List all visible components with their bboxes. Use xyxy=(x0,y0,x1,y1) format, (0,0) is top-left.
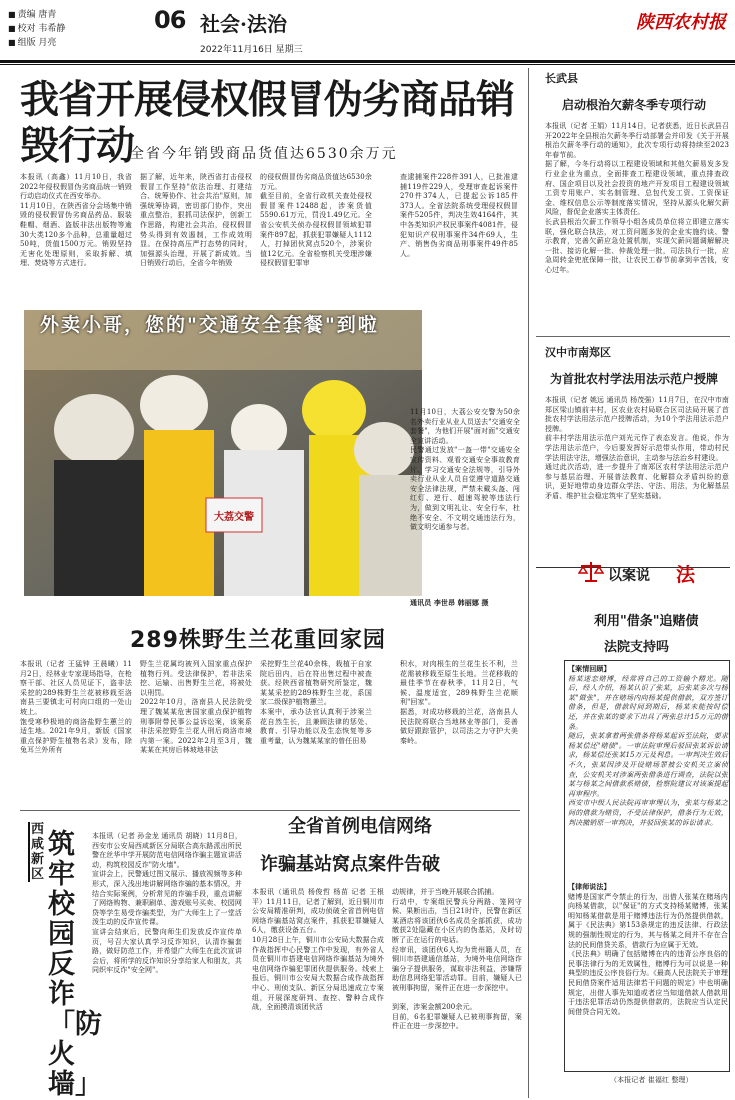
banner-accent: 法 xyxy=(676,564,696,586)
orchid-col-2: 野生兰花属均被列入国家重点保护植物行列。受法律保护，若非法采挖、运输、出售野生兰花，将被处以刑罚。 2022年10月，洛南县人民法院受理了魏某某危害国家重点保护植物刑事附带民事公益诉讼案，该案系非法采挖野生兰花人刑后商洛市境内第一案。2022年2月至3月，魏某某在其房后林坡地非法 xyxy=(140,660,252,755)
lead-col-3: 的侵权假冒伪劣商品货值达6530余万元。 截至目前，全省行政机关查处侵权假冒案件12488起，涉案货值5590.61万元，罚没1.49亿元。全省公安机关侦办侵权假冒领域犯罪案件897起，抓获犯罪嫌疑人1112人，打掉团伙窝点520个，涉案价值12亿元。全省检察机关受理涉嫌侵权假冒犯罪审 xyxy=(260,173,372,268)
photo-illustration xyxy=(24,310,422,596)
section-title: 社会·法治 xyxy=(200,12,287,36)
xixian-body: 本报讯（记者 孙金龙 通讯员 胡晓）11月8日，西安市公安局西咸新区分局联合高东路派出所民警在丝华中学开展防范电信网络诈骗主题宣讲活动，构筑校园反诈"防火墙"。 宣讲会上，民警通过图文展示、播放视频等多种形式，深入浅出地讲解网络诈骗的基本情况，并结合实际案例，分析常见的诈骗手段，重点讲解了网络购物、兼职刷单、游戏账号买卖、校园网贷等学生易受诈骗类型，为广大师生上了一堂活泼生动的反诈宣传课。 宣讲会结束后，民警向师生们发放反诈宣传单页，号召大家认真学习反诈知识，认清诈骗套路，做好防范工作，并希望广大师生在此次宣讲会后，将所学的反诈知识分享给家人和朋友，共同织牢反诈"安全网"。 xyxy=(92,832,242,975)
section-divider xyxy=(536,336,730,337)
hanzhong-body: 本报讯（记者 姚远 通讯员 杨茂强）11月7日，在汉中市南郑区梁山镇前丰村，区农业农村局联合区司法局开展了首批农村学法用法示范户授牌活动，为10个学法用法示范户授牌。 前丰村学法用法示范户刘光元作了表态发言。他说，作为学法用法示范户，今后要发挥好示范带头作用，带动村民学法用法守法，增强法治意识，主动参与法治乡村建设。 通过此次活动，进一步提升了南郑区农村学法用法示范户参与基层治理、开展普法教育、化解群众矛盾纠纷的意识，更好地带动身边群众学法、守法、用法，为化解基层矛盾、维护社会稳定筑牢了坚实基础。 xyxy=(545,396,729,500)
photo-headline: 外卖小哥，您的"交通安全套餐"到啦 xyxy=(40,314,379,336)
hanzhong-section: 汉中市南郑区 xyxy=(545,346,611,359)
lead-subhead: 全省今年销毁商品货值达6530余万元 xyxy=(130,146,398,162)
staff-list xyxy=(8,8,118,50)
analysis-section xyxy=(568,882,728,1017)
scales-of-justice-icon xyxy=(578,560,604,584)
staff-editor: ■ 责编 唐青 xyxy=(8,8,118,22)
changwu-headline: 启动根治欠薪冬季专项行动 xyxy=(562,98,707,112)
lead-col-1: 本报讯（高鑫）11月10日，我省2022年侵权假冒伪劣商品统一销毁行动启动仪式在西安举办。 11月10日，在陕西省分会场集中销毁的侵权假冒伪劣商品药品、服装鞋帽、烟酒、盗版非法出版物等逾30大类120多个品种，总重量超过50吨，货值1500万元。销毁坚持无害化处理原则，采取拆解、填埋、焚烧等方式进行。 xyxy=(20,173,132,268)
banner-label: 以案说 xyxy=(608,568,650,584)
column-divider xyxy=(528,68,529,1098)
page-number: 06 xyxy=(154,6,186,34)
lead-headline: 我省开展侵权假冒伪劣商品销毁行动 xyxy=(20,78,515,169)
photo-caption: 11月10日，大荔公安交警为50余名外卖行业从业人员送去"交通安全套餐"，为他们开展"面对面"交通安全宣讲活动。 民警通过发放"一盔一带"交通安全宣传资料、观看交通安全事故教育片、学习交通安全法规等，引导外卖行业从业人员自觉遵守道路交通安全法律法规，严禁未戴头盔、闯红灯、逆行、超速驾驶等违法行为，做到文明礼让、安全行车，杜绝不安全、不文明交通违法行为，做文明交通参与者。 xyxy=(410,408,520,532)
photo-credit: 通讯员 李世昂 韩丽娜 摄 xyxy=(410,598,489,607)
analysis-body: 赌博是国家严令禁止的行为，出借人张某在赌场内向杨某借款，以"保证"的方式支持杨某赌博，张某明知杨某借款是用于赌博违法行为仍然提供借款，属于《民法典》第153条规定的违反法律、行政法规的强制性规定的行为，其与杨某之间并不存在合法的民间借贷关系，借款行为应属于无效。 《民法典》明确了包括赌博在内的违背公序良俗的民事法律行为的无效属性，赌博行为可以说是一种典型的违反公序良俗行为。《最高人民法院关于审理民间借贷案件适用法律若干问题的规定》中也明确规定，出借人事先知道或者应当知道借款人借款用于违法犯罪活动仍然提供借款的，法院应当认定民间借贷合同无效。 xyxy=(568,892,728,1016)
lead-col-2: 据了解，近年来，陕西省打击侵权假冒工作坚持"依法治理、打建结合、统筹协作、社会共治"原则，加强统筹协调，密切部门协作，突出重点整治，狠抓司法保护，创新工作思路，构建社会共治，侵权假冒势头得到有效遏制，工作成效明显。在保持高压严打态势的同时，加强源头治理，开展了新成效。当日销毁行动后，全省今年销毁 xyxy=(140,173,252,268)
analysis-label: 【律师说法】 xyxy=(568,882,611,891)
section-divider xyxy=(20,810,520,811)
telecom-headline-1: 全省首例电信网络 xyxy=(288,816,432,837)
case-section xyxy=(568,664,728,828)
xixian-region-label: 西咸新区 xyxy=(28,822,44,882)
orchid-col-3: 采挖野生兰花40余株，栽植于自家院后田内，后在符出售过程中被查获。经陕西省植物研究所鉴定，魏某某采挖的289株野生兰花，系国家二级保护植物蕙兰。 本案中，承办法官认真利于涉案兰花自然生长，且兼顾法律的惩处、教育、引导功能以及生态恢复等多重考量，认为魏某某家的曾任田易 xyxy=(260,660,372,745)
staff-layout: ■ 组版 月亮 xyxy=(8,36,118,50)
changwu-section: 长武县 xyxy=(545,72,578,85)
header-rule-thin xyxy=(0,64,735,65)
yiansu-headline-2: 法院支持吗 xyxy=(604,640,670,655)
changwu-body: 本报讯（记者 王娟）11月14日，记者获悉，近日长武县召开2022年全县根治欠薪冬季行动部署会并印发《关于开展根治欠薪冬季行动的通知》，此次专项行动将持续至2023年春节前。 据了解，今冬行动将以工程建设领域和其他欠薪易发多发行业企业为重点，全面排查工程建设领域，重点排查政府、国企项目以及社会投资的地产开发项目工程建设领域工资专用账户、实名制管理、总包代发工资、工资保证金、维权信息公示等制度落实情况，坚持从源头化解欠薪风险，督促企业落实主体责任。 长武县根治欠薪工作领导小组各成员单位将立即建立落实联，强化联合执法，对工资问题多发的企业实施约谈、警示教育，完善欠薪应急处置机制，实现欠薪问题调解解决一批、接访化解一批、仲裁处理一批，司法执行一批，应急周转金兜底保障一批，让农民工春节前拿到辛苦钱，安心过年。 xyxy=(545,122,729,274)
yiansu-headline-1: 利用"借条"追赌债 xyxy=(594,614,699,629)
case-label: 【案情回顾】 xyxy=(568,664,611,673)
newspaper-logo: 陕西农村报 xyxy=(636,12,726,33)
telecom-col-2: 动规律，并于当晚开展联合抓捕。 行动中，专案组民警兵分两路、笼网守候、果断出击，当日21时许，民警在新区某酒店将该团伙6名成员全部抓获，成功缴获2处隐藏在小区内的伪基站，及时切断了正在运行的电话。 经审讯，该团伙6人均为贵州籍人员，在铜川市搭建通信基站，为境外电信网络诈骗分子提供服务，谋取非法利益，涉嫌帮助信息网络犯罪活动罪。目前，嫌疑人已被刑事拘留，案件正在进一步深挖中。 到案，涉案金额200余元。 目前，6名犯罪嫌疑人已被刑事拘留，案件正在进一步深挖中。 xyxy=(392,888,522,1031)
hanzhong-headline: 为首批农村学法用法示范户授牌 xyxy=(550,372,719,386)
delivery-rider-photo xyxy=(24,310,422,596)
telecom-headline-2: 诈骗基站窝点案件告破 xyxy=(260,854,440,875)
orchid-headline: 289株野生兰花重回家园 xyxy=(130,628,386,653)
case-author: （本报记者 崔福红 整理） xyxy=(610,1076,693,1084)
issue-date: 2022年11月16日 星期三 xyxy=(200,45,303,55)
orchid-col-1: 本报讯（记者 王猛钟 王晨曦）11月2日，经林业专家现场指导，在枪察干部、社区人员见证下，盗非法采挖的289株野生兰花被移栽至洛南县三要镇北可村向口组的一处山坡上。 饱受寒秒极地的商洛盐野生蕙兰的适生地。2021年9月，新版《国家重点保护野生植物名录》发布，除兔耳兰外所有 xyxy=(20,660,132,755)
header-rule xyxy=(0,60,735,63)
xixian-headline: 筑牢校园反诈「防火墙」 xyxy=(48,829,102,1100)
photo-sign: 大荔交警 xyxy=(214,512,254,523)
staff-proofreader: ■ 校对 韦希静 xyxy=(8,22,118,36)
lead-col-4: 查逮捕案件228件391人，已批准逮捕119件229人，受理审查起诉案件270件374人，已提起公诉185件373人。全省法院系统受理侵权假冒案件5205件，判决生效4164件，其中各类知识产权民事案件4081件，侵犯知识产权刑事案件34件69人，生产、销售伪劣商品刑事案件49件85人。 xyxy=(400,173,518,258)
case-body: 杨某迷恋赌博，经常将自己的工资输个精光。随后，经人介绍，杨某认识了张某，后张某多次与杨某"做张"，并在赌场内向杨某提供借款，双方签订借条，但是，借款时间到期后，杨某未能按时偿还，并在张某的要求下出具了两张总计15万元的借条。 随后，张某拿着两张借条将杨某起诉至法院，要求杨某偿还"赌债"。一审法院审理后驳回张某诉讼请求，杨某偿还张某15万元及利息。一审判决生效后不久，张某因涉及开设赌场罪被公安机关立案侦查，公安机关对涉案两张借条进行调查，法院以张某与杨某之间借款系赌债，检察院建议对该案提起再审程序。 西安市中级人民法院再审审理认为，张某与杨某之间的借款为赌资，不受法律保护，借条行为无效，判决撤销原一审判决，并驳回张某的诉讼请求。 xyxy=(568,674,728,827)
telecom-col-1: 本报讯（通讯员 杨俊哲 杨苗 记者 王根平）11月11日，记者了解到，近日铜川市公安局精准研判，成功侦破全省首例电信网络诈骗基站窝点案件，抓获犯罪嫌疑人6人，缴获设备五台。 10月28日上午，铜川市公安局大数据合成作战指挥中心民警工作中发现，有外省人员在铜川市搭建电信网络诈骗基站为境外电信网络诈骗犯罪团伙提供服务。线索上报后，铜川市公安局大数据合成作战指挥中心、刑侦支队、新区分局迅速成立专案组，开展深度研判、查控、警种合成作战，全面摸清该团伙活 xyxy=(252,888,384,1012)
orchid-col-4: 积水，对肉根生的兰花生长不利，兰花需被移栽至原生长地。兰花移栽的最佳季节在春秋季，11月2日，气候、温度适宜，289株野生兰花顺利"回家"。 据悉，对成功移栽的兰花，洛南县人民法院将联合当地林业等部门，妥善做好跟踪管护，以司法之力守护大美秦岭。 xyxy=(400,660,518,745)
